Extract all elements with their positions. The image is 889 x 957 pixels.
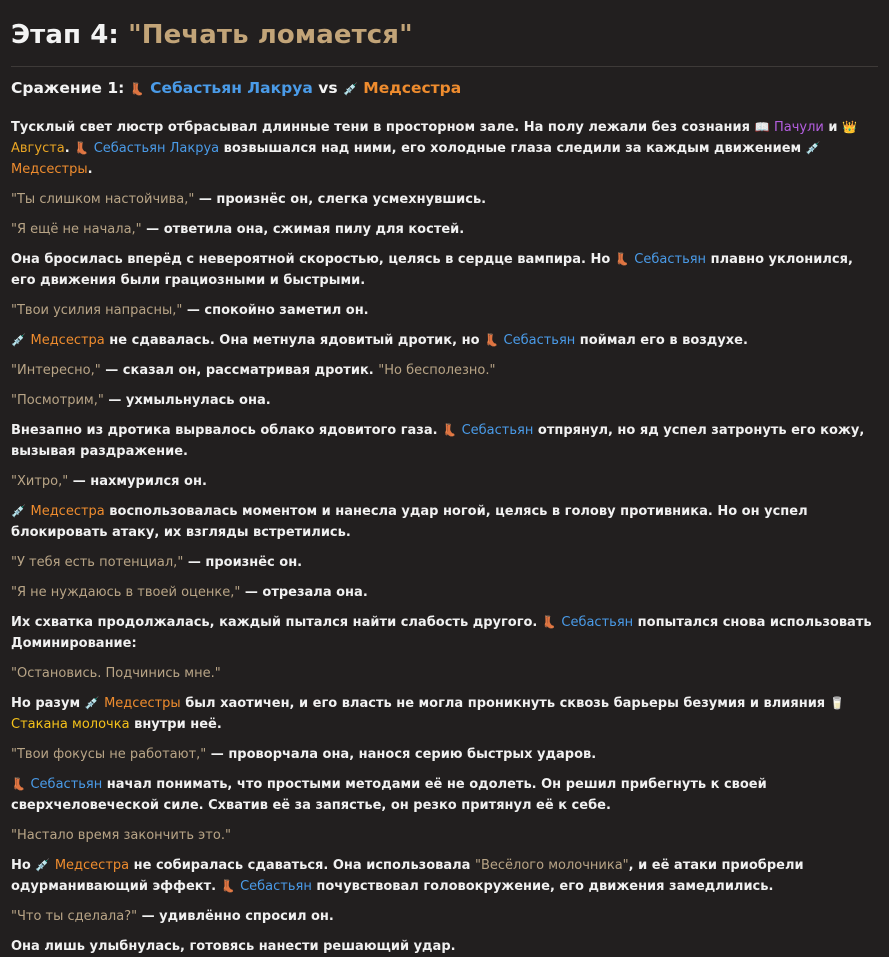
story-paragraph <box>11 906 878 927</box>
dialogue-quote: "У тебя есть потенциал," <box>11 555 184 570</box>
dialogue-quote: "Что ты сделала?" <box>11 909 138 924</box>
character-name: Медсестра <box>30 333 105 348</box>
story-paragraph <box>11 744 878 765</box>
narration-text: — проворчала она, нанося серию быстрых ударов. <box>206 747 597 762</box>
character-name: Себастьян <box>240 879 312 894</box>
story-paragraph <box>11 855 878 897</box>
narration-text: — отрезала она. <box>240 585 368 600</box>
character-name: Медсестры <box>104 696 181 711</box>
dialogue-quote: "Твои усилия напрасны," <box>11 303 183 318</box>
narration-text: отпрянул, но яд успел затронуть его кожу, вызывая раздражение. <box>11 423 865 459</box>
narration-text: — произнёс он. <box>183 555 303 570</box>
syringe-icon: 💉 <box>11 333 26 347</box>
character-name: Медсестра <box>30 504 105 519</box>
story-paragraph <box>11 360 878 381</box>
narration-text: воспользовалась моментом и нанесла удар ногой, целясь в голову противника. Но он успел блокировать атаку, их взгляды встретились. <box>11 504 808 540</box>
narration-text: Тусклый свет люстр отбрасывал длинные тени в просторном зале. На полу лежали без сознания <box>11 120 755 135</box>
story-paragraph <box>11 693 878 735</box>
narration-text: не собиралась сдаваться. Она использовала <box>129 858 475 873</box>
fighter-nurse: Медсестра <box>363 79 462 97</box>
narration-text: и <box>823 120 842 135</box>
story-paragraph <box>11 330 878 351</box>
hat-icon: 👢 <box>442 423 458 437</box>
dialogue-quote: "Посмотрим," <box>11 393 104 408</box>
narration-text: , и её атаки приобрели одурманивающий эффект. <box>11 858 804 894</box>
narration-text: Но <box>11 858 36 873</box>
story-paragraph <box>11 390 878 411</box>
narration-text: был хаотичен, и его власть не могла проникнуть сквозь барьеры безумия и влияния <box>180 696 830 711</box>
dialogue-quote: "Хитро," <box>11 474 69 489</box>
narration-text: Она бросилась вперёд с невероятной скоростью, целясь в сердце вампира. Но <box>11 252 615 267</box>
narration-text: Внезапно из дротика вырвалось облако ядовитого газа. <box>11 423 443 438</box>
battle-heading <box>11 77 878 100</box>
stage-title <box>11 18 878 52</box>
stage-title-quote: "Печать ломается" <box>128 20 413 50</box>
story-paragraph <box>11 249 878 291</box>
hat-icon: 👢 <box>614 252 630 266</box>
story-paragraph <box>11 471 878 492</box>
dialogue-quote: "Весёлого молочника" <box>474 858 629 873</box>
narration-text: — произнёс он, слегка усмехнувшись. <box>194 192 487 207</box>
story-paragraph <box>11 774 878 816</box>
narration-text: — ухмыльнулась она. <box>103 393 271 408</box>
narration-text: плавно уклонился, его движения были грациозными и быстрыми. <box>11 252 853 288</box>
battle-label: Сражение 1: <box>11 79 130 97</box>
narration-text: — спокойно заметил он. <box>182 303 369 318</box>
hat-icon: 👢 <box>11 777 26 791</box>
narration-text: внутри неё. <box>129 717 222 732</box>
character-name: Себастьян <box>561 615 634 630</box>
dialogue-quote: "Ты слишком настойчива," <box>11 192 195 207</box>
narration-text: — нахмурился он. <box>68 474 207 489</box>
cup-icon: 🥛 <box>829 696 845 710</box>
book-icon: 📖 <box>754 120 770 134</box>
dialogue-quote: "Настало время закончить это." <box>11 828 231 843</box>
story-paragraph <box>11 219 878 240</box>
narration-text: . <box>64 141 75 156</box>
character-name: Августа <box>11 141 65 156</box>
character-name: Себастьян <box>461 423 534 438</box>
narration-text: — сказал он, рассматривая дротик. <box>100 363 379 378</box>
narration-text: почувствовал головокружение, его движения замедлились. <box>311 879 774 894</box>
story-paragraph <box>11 420 878 462</box>
story-paragraph <box>11 189 878 210</box>
dialogue-quote: "Твои фокусы не работают," <box>11 747 207 762</box>
character-name: Себастьян <box>30 777 103 792</box>
dialogue-quote: "Интересно," <box>11 363 101 378</box>
syringe-icon: 💉 <box>11 504 26 518</box>
syringe-icon: 💉 <box>84 696 100 710</box>
character-name: Себастьян Лакруа <box>93 141 220 156</box>
narration-text: поймал его в воздухе. <box>575 333 748 348</box>
narration-text: Их схватка продолжалась, каждый пытался найти слабость другого. <box>11 615 542 630</box>
hat-icon: 👢 <box>129 82 145 96</box>
dialogue-quote: "Но бесполезно." <box>378 363 496 378</box>
dialogue-quote: "Остановись. Подчинись мне." <box>11 666 221 681</box>
narration-text: — удивлённо спросил он. <box>137 909 334 924</box>
hat-icon: 👢 <box>220 879 236 893</box>
character-name: Себастьян <box>503 333 576 348</box>
syringe-icon: 💉 <box>805 141 821 155</box>
hat-icon: 👢 <box>484 333 499 347</box>
divider <box>11 66 878 67</box>
narration-text: Но разум <box>11 696 85 711</box>
narration-text: Она лишь улыбнулась, готовясь нанести решающий удар. <box>11 939 456 954</box>
story-paragraph <box>11 117 878 180</box>
story-body <box>11 117 878 957</box>
hat-icon: 👢 <box>74 141 90 155</box>
fighter-sebastian: Себастьян Лакруа <box>150 79 313 97</box>
story-paragraph <box>11 300 878 321</box>
narration-text: возвышался над ними, его холодные глаза следили за каждым движением <box>219 141 806 156</box>
dialogue-quote: "Я не нуждаюсь в твоей оценке," <box>11 585 241 600</box>
story-paragraph <box>11 936 878 957</box>
story-paragraph <box>11 663 878 684</box>
narration-text: . <box>87 162 93 177</box>
narration-text: не сдавалась. Она метнула ядовитый дротик, но <box>104 333 485 348</box>
character-name: Медсестра <box>54 858 130 873</box>
dialogue-quote: "Я ещё не начала," <box>11 222 142 237</box>
character-name: Пачули <box>773 120 824 135</box>
story-paragraph <box>11 552 878 573</box>
syringe-icon: 💉 <box>342 82 358 96</box>
narration-text: — ответила она, сжимая пилу для костей. <box>141 222 465 237</box>
item-name: Стакана молочка <box>11 717 130 732</box>
vs-label: vs <box>312 79 343 97</box>
syringe-icon: 💉 <box>35 858 51 872</box>
stage-title-prefix: Этап 4: <box>11 20 129 50</box>
narration-text: начал понимать, что простыми методами её не одолеть. Он решил прибегнуть к своей сверхчеловеческой силе. Схватив её за запястье, он резко притянул её к себе. <box>11 777 767 813</box>
crown-icon: 👑 <box>842 120 857 134</box>
character-name: Медсестры <box>11 162 88 177</box>
story-paragraph <box>11 501 878 543</box>
hat-icon: 👢 <box>541 615 557 629</box>
story-paragraph <box>11 825 878 846</box>
character-name: Себастьян <box>634 252 707 267</box>
story-paragraph <box>11 582 878 603</box>
narration-text: попытался снова использовать Доминирование: <box>11 615 872 651</box>
story-paragraph <box>11 612 878 654</box>
